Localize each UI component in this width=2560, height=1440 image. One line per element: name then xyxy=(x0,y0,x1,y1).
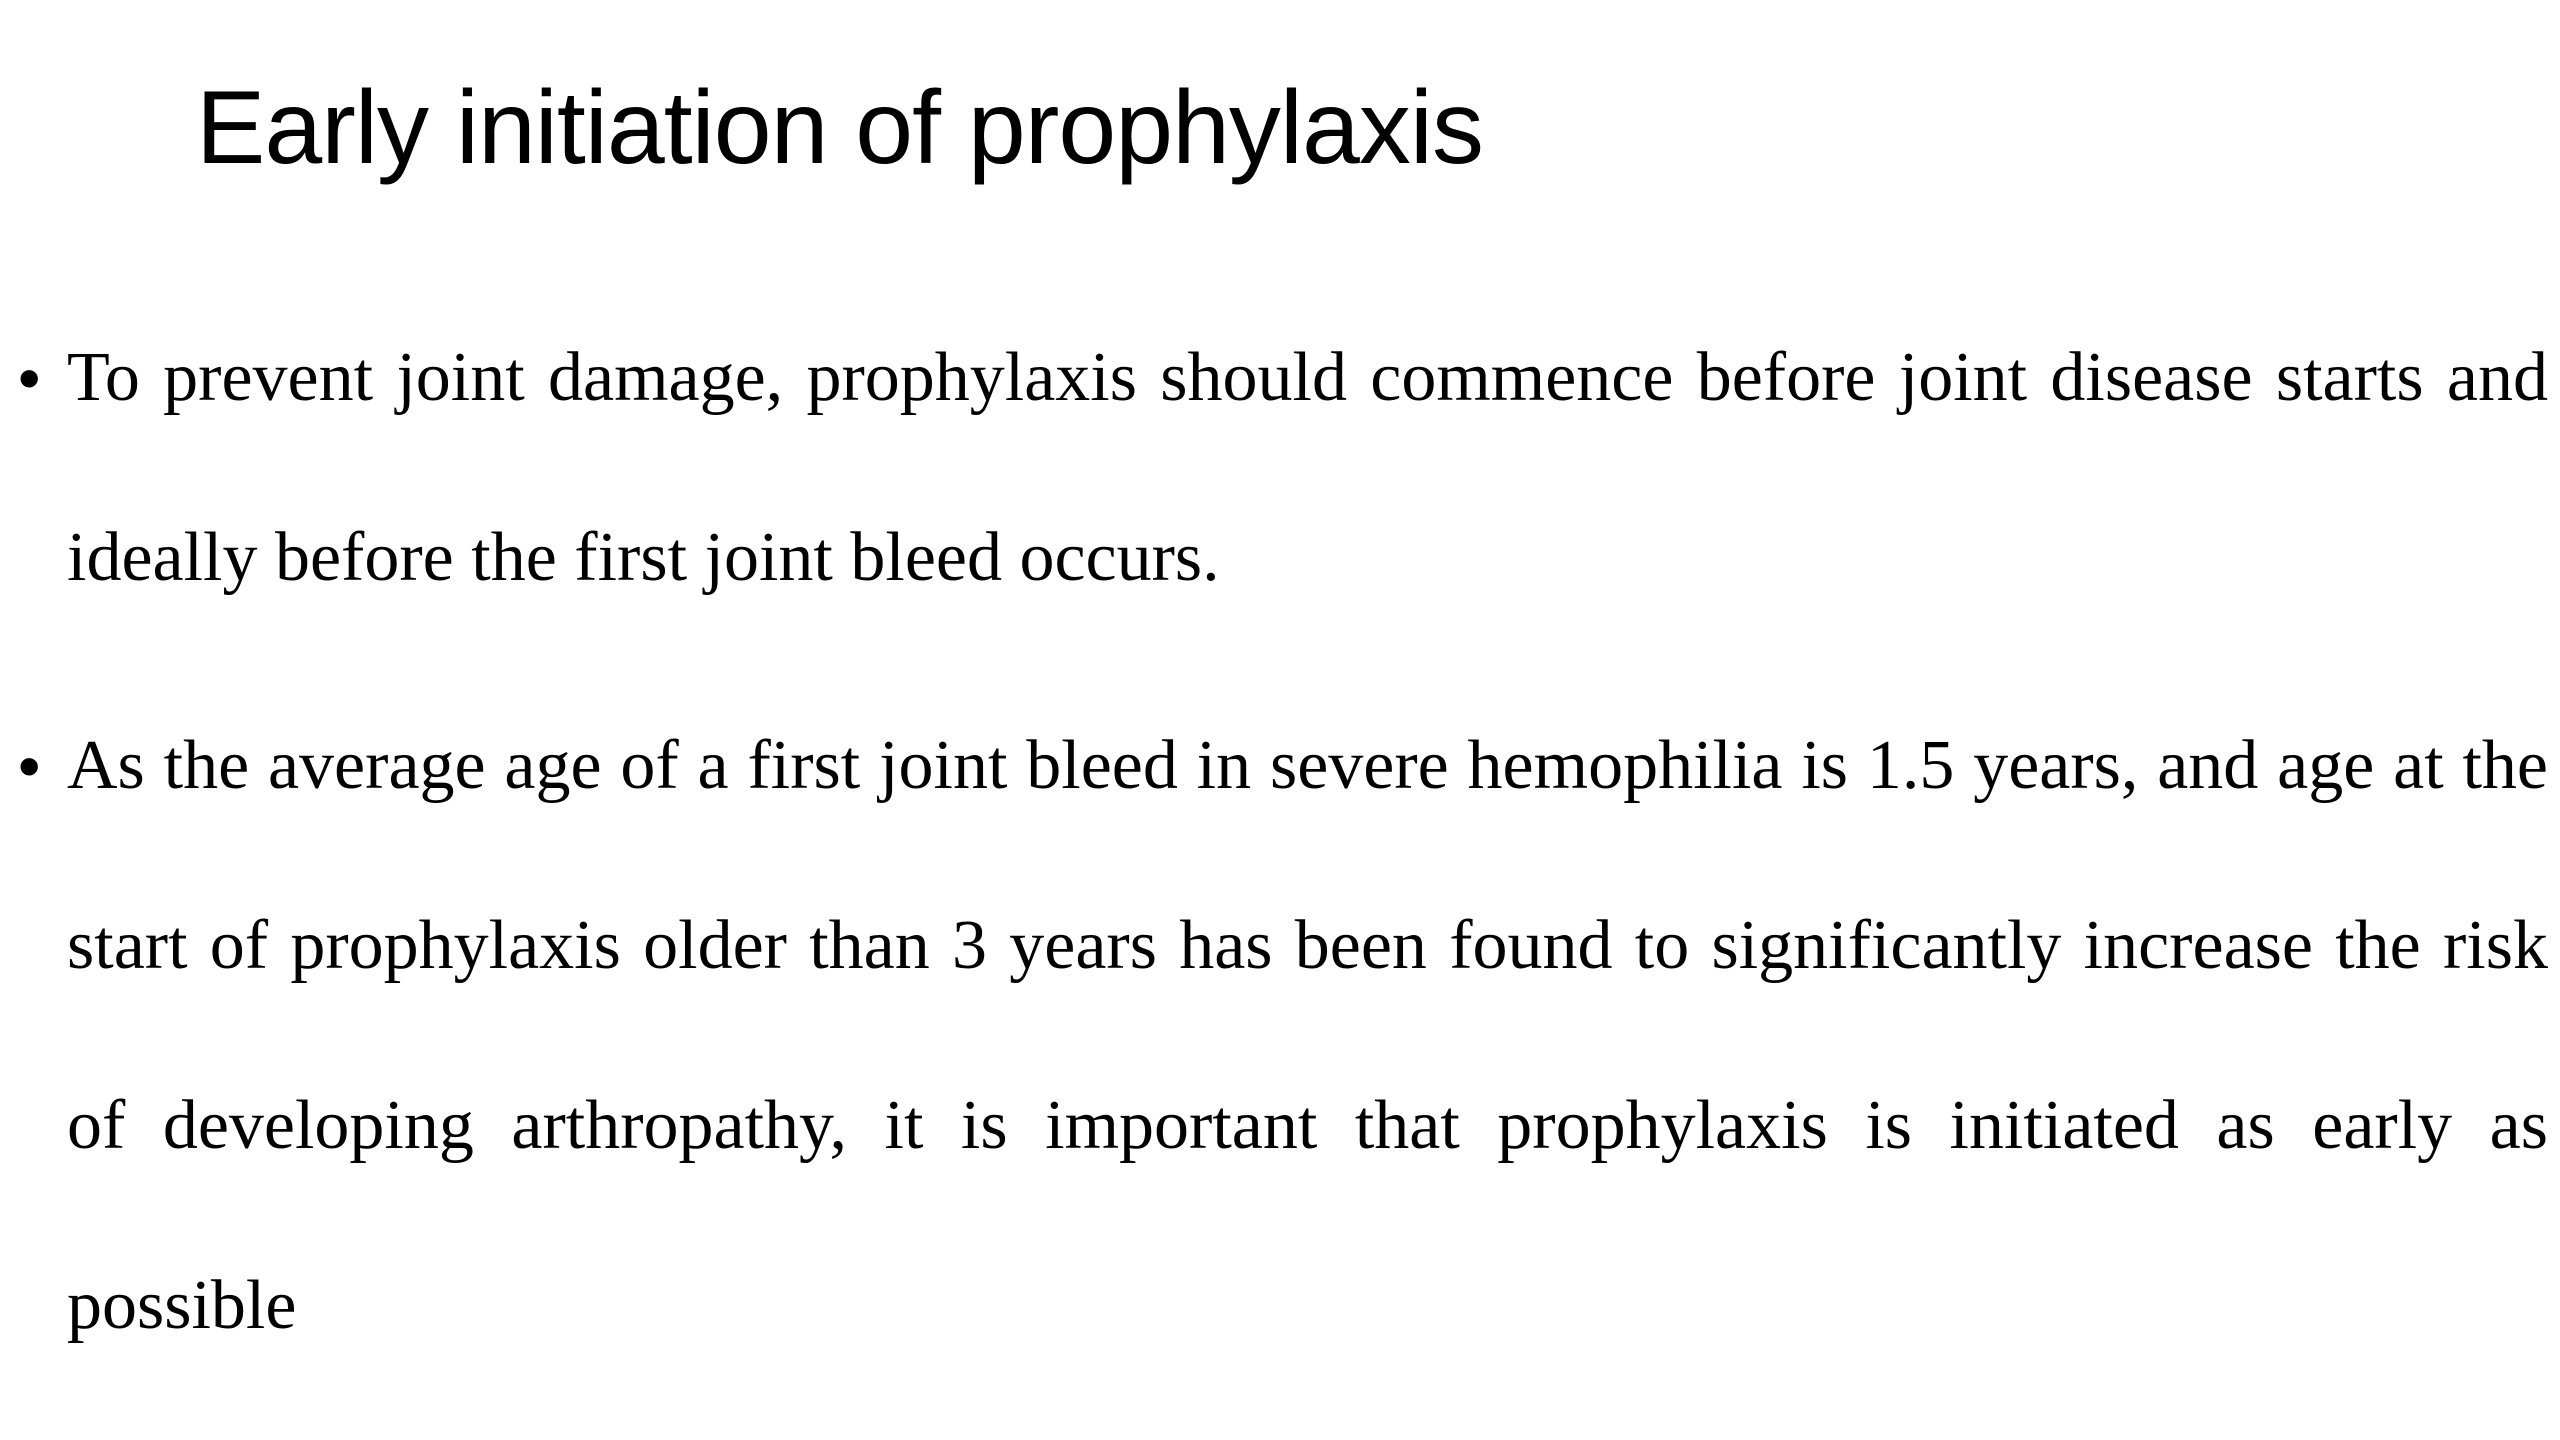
bullet-list xyxy=(0,288,2548,1424)
slide-title: Early initiation of prophylaxis xyxy=(196,70,1483,186)
bullet-text: As the average age of a first joint bleed in severe hemophilia is 1.5 years, and age at the start of prophylaxis older than 3 years has been found to significantly increase the risk of developing arthropathy, it is important that prophylaxis is initiated as early as possible xyxy=(67,727,2548,1344)
bullet-text: To prevent joint damage, prophylaxis should commence before joint disease starts and ideally before the first joint bleed occurs. xyxy=(67,339,2548,596)
bullet-item-joint-damage xyxy=(0,288,2548,648)
bullet-item-average-age xyxy=(0,676,2548,1396)
bullet-icon: • xyxy=(18,730,41,802)
bullet-icon: • xyxy=(18,342,41,414)
